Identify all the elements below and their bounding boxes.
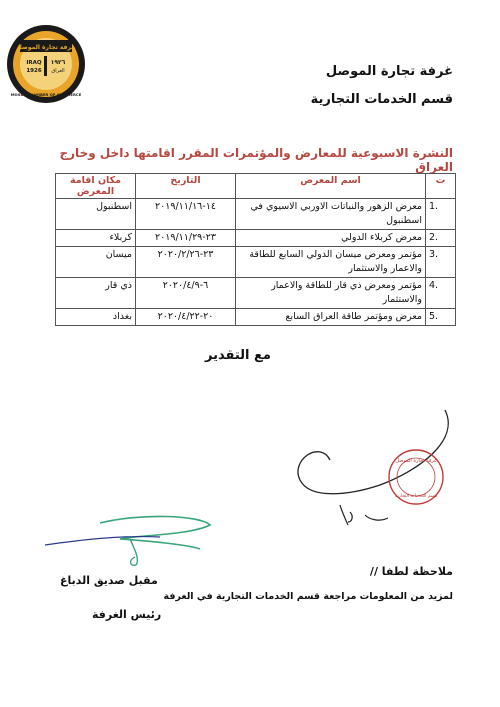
table-row [56,278,456,309]
logo-ring-text: MOSUL CHAMBER OF COMMERCE [10,92,82,97]
row-name: معرض الزهور والنباتات الاوربي الاسيوي في اسطنبول [236,199,426,230]
row-place: اسطنبول [56,199,136,230]
row-place: بغداد [56,309,136,326]
row-num: 3. [426,247,456,278]
table-row [56,230,456,247]
note-label: ملاحظة لطفا // [369,565,453,578]
row-date: ٢٣-٢٠١٩/١١/٢٩ [136,230,236,247]
row-name: مؤتمر ومعرض ذي قار للطاقة والاعمار والاستثمار [236,278,426,309]
row-place: ذي قار [56,278,136,309]
organization-name: غرفة تجارة الموصل [325,64,453,79]
row-num: 4. [426,278,456,309]
row-num: 2. [426,230,456,247]
closing-regards: مع التقدير [205,348,271,363]
table-row [56,247,456,278]
row-place: كربلاء [56,230,136,247]
row-date: ١٤-٢٠١٩/١١/١٦ [136,199,236,230]
row-date: ٢٠-٢٠٢٠/٤/٢٢ [136,309,236,326]
table-row [56,199,456,230]
logo-year-arabic: ١٩٢٦ [50,59,66,66]
stamp-line2: قسم الخدمات التجارية [394,494,438,499]
row-place: ميسان [56,247,136,278]
exhibitions-table-wrap [55,173,455,326]
header-name: اسم المعرض [236,174,426,199]
table-row [56,309,456,326]
row-name: معرض ومؤتمر طاقة العراق السابع [236,309,426,326]
department-stamp [387,448,445,506]
signer-title: رئيس الغرفة [92,608,162,621]
row-name: مؤتمر ومعرض ميسان الدولي السابع للطاقة والاعمار والاستثمار [236,247,426,278]
handwritten-signature-left [40,505,220,575]
chamber-logo [6,24,86,104]
logo-iraq: IRAQ [26,60,42,66]
stamp-line1: غرفة تجارة الموصل [395,458,437,464]
row-date: ٢٣-٢٠٢٠/٢/٢٦ [136,247,236,278]
row-name: معرض كربلاء الدولي [236,230,426,247]
row-num: 5. [426,309,456,326]
logo-top-arabic: غرفة تجارة الموصل [16,44,76,51]
document-title: النشرة الاسبوعية للمعارض والمؤتمرات المقرر اقامتها داخل وخارج العراق [59,146,453,174]
header-date: التاريخ [136,174,236,199]
logo-country-arabic: العراق [51,68,65,74]
signer-name: مقبل صديق الدباغ [60,574,158,587]
header-num: ت [426,174,456,199]
note-text: لمزيد من المعلومات مراجعة قسم الخدمات التجارية في الغرفة [163,591,453,602]
row-num: 1. [426,199,456,230]
department-name: قسم الخدمات التجارية [310,92,453,107]
logo-year: 1926 [26,68,42,74]
exhibitions-table [55,173,456,326]
table-header-row [56,174,456,199]
header-place: مكان اقامة المعرض [56,174,136,199]
row-date: ٦-٢٠٢٠/٤/٩ [136,278,236,309]
